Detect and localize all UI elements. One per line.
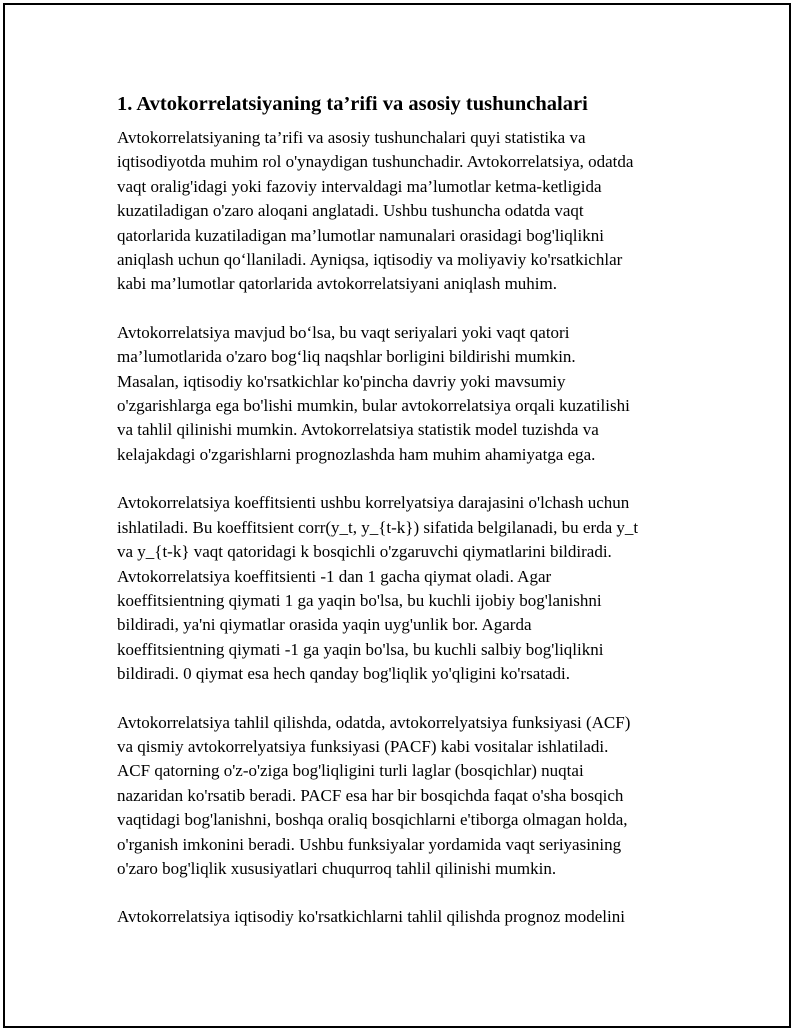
document-body xyxy=(117,90,689,954)
text-line: va qismiy avtokorrelyatsiya funksiyasi (PACF) kabi vositalar ishlatiladi. xyxy=(117,736,609,756)
text-line: ACF qatorning o'z-o'ziga bog'liqligini turli laglar (bosqichlar) nuqtai xyxy=(117,761,584,781)
text-line: bildiradi. 0 qiymat esa hech qanday bog'liqlik yo'qligini ko'rsatadi. xyxy=(117,664,570,684)
text-line: kuzatiladigan o'zaro aloqani anglatadi. Ushbu tushuncha odatda vaqt xyxy=(117,201,584,221)
text-line: o'zaro bog'liqlik xususiyatlari chuqurroq tahlil qilinishi mumkin. xyxy=(117,858,557,878)
text-line: Avtokorrelatsiyaning ta’rifi va asosiy tushunchalari quyi statistika va xyxy=(117,128,586,147)
text-line: Masalan, iqtisodiy ko'rsatkichlar ko'pincha davriy yoki mavsumiy xyxy=(117,371,566,391)
section-heading: 1. Avtokorrelatsiyaning ta’rifi va asosiy tushunchalari xyxy=(117,93,588,115)
paragraph-acf-pacf xyxy=(117,711,689,882)
text-line: iqtisodiyotda muhim rol o'ynaydigan tushunchadir. Avtokorrelatsiya, odatda xyxy=(117,152,634,172)
text-line: Avtokorrelatsiya iqtisodiy ko'rsatkichlarni tahlil qilishda prognoz modelini xyxy=(117,907,625,927)
text-line: qatorlarida kuzatiladigan ma’lumotlar namunalari orasidagi bog'liqlikni xyxy=(117,225,604,245)
paragraph-patterns xyxy=(117,321,689,467)
text-line: Avtokorrelatsiya koeffitsienti -1 dan 1 gacha qiymat oladi. Agar xyxy=(117,566,552,586)
text-line: o'zgarishlarga ega bo'lishi mumkin, bular avtokorrelatsiya orqali kuzatilishi xyxy=(117,396,630,416)
text-line: va y_{t-k} vaqt qatoridagi k bosqichli o'zgaruvchi qiymatlarini bildiradi. xyxy=(117,542,612,562)
text-line: vaqt oralig'idagi yoki fazoviy intervaldagi ma’lumotlar ketma-ketligida xyxy=(117,176,602,196)
text-line: bildiradi, ya'ni qiymatlar orasida yaqin uyg'unlik bor. Agarda xyxy=(117,615,532,635)
text-line: Avtokorrelatsiya koeffitsienti ushbu korrelyatsiya darajasini o'lchash uchun xyxy=(117,493,630,513)
text-line: va tahlil qilinishi mumkin. Avtokorrelatsiya statistik model tuzishda va xyxy=(117,420,599,440)
text-line: ishlatiladi. Bu koeffitsient corr(y_t, y_{t-k}) sifatida belgilanadi, bu erda y_t xyxy=(117,517,639,537)
text-line: vaqtidagi bog'lanishni, boshqa oraliq bosqichlarni e'tiborga olmagan holda, xyxy=(117,810,628,830)
text-line: ma’lumotlarida o'zaro bog‘liq naqshlar borligini bildirishi mumkin. xyxy=(117,347,576,367)
text-line: kelajakdagi o'zgarishlarni prognozlashda ham muhim ahamiyatga ega. xyxy=(117,444,596,464)
text-line: Avtokorrelatsiya mavjud bo‘lsa, bu vaqt seriyalari yoki vaqt qatori xyxy=(117,322,570,342)
text-line: aniqlash uchun qo‘llaniladi. Ayniqsa, iqtisodiy va moliyaviy ko'rsatkichlar xyxy=(117,250,623,270)
paragraph-definition xyxy=(117,126,689,297)
text-line: kabi ma’lumotlar qatorlarida avtokorrelatsiyani aniqlash muhim. xyxy=(117,274,557,294)
text-line: o'rganish imkonini beradi. Ushbu funksiyalar yordamida vaqt seriyasining xyxy=(117,834,622,854)
text-line: nazaridan ko'rsatib beradi. PACF esa har bir bosqichda faqat o'sha bosqich xyxy=(117,785,624,805)
paragraph-forecast xyxy=(117,905,689,929)
paragraph-coefficient xyxy=(117,491,689,686)
text-line: Avtokorrelatsiya tahlil qilishda, odatda, avtokorrelyatsiya funksiyasi (ACF) xyxy=(117,712,631,732)
text-line: koeffitsientning qiymati 1 ga yaqin bo'lsa, bu kuchli ijobiy bog'lanishni xyxy=(117,590,602,610)
text-line: koeffitsientning qiymati -1 ga yaqin bo'lsa, bu kuchli salbiy bog'liqlikni xyxy=(117,639,604,659)
